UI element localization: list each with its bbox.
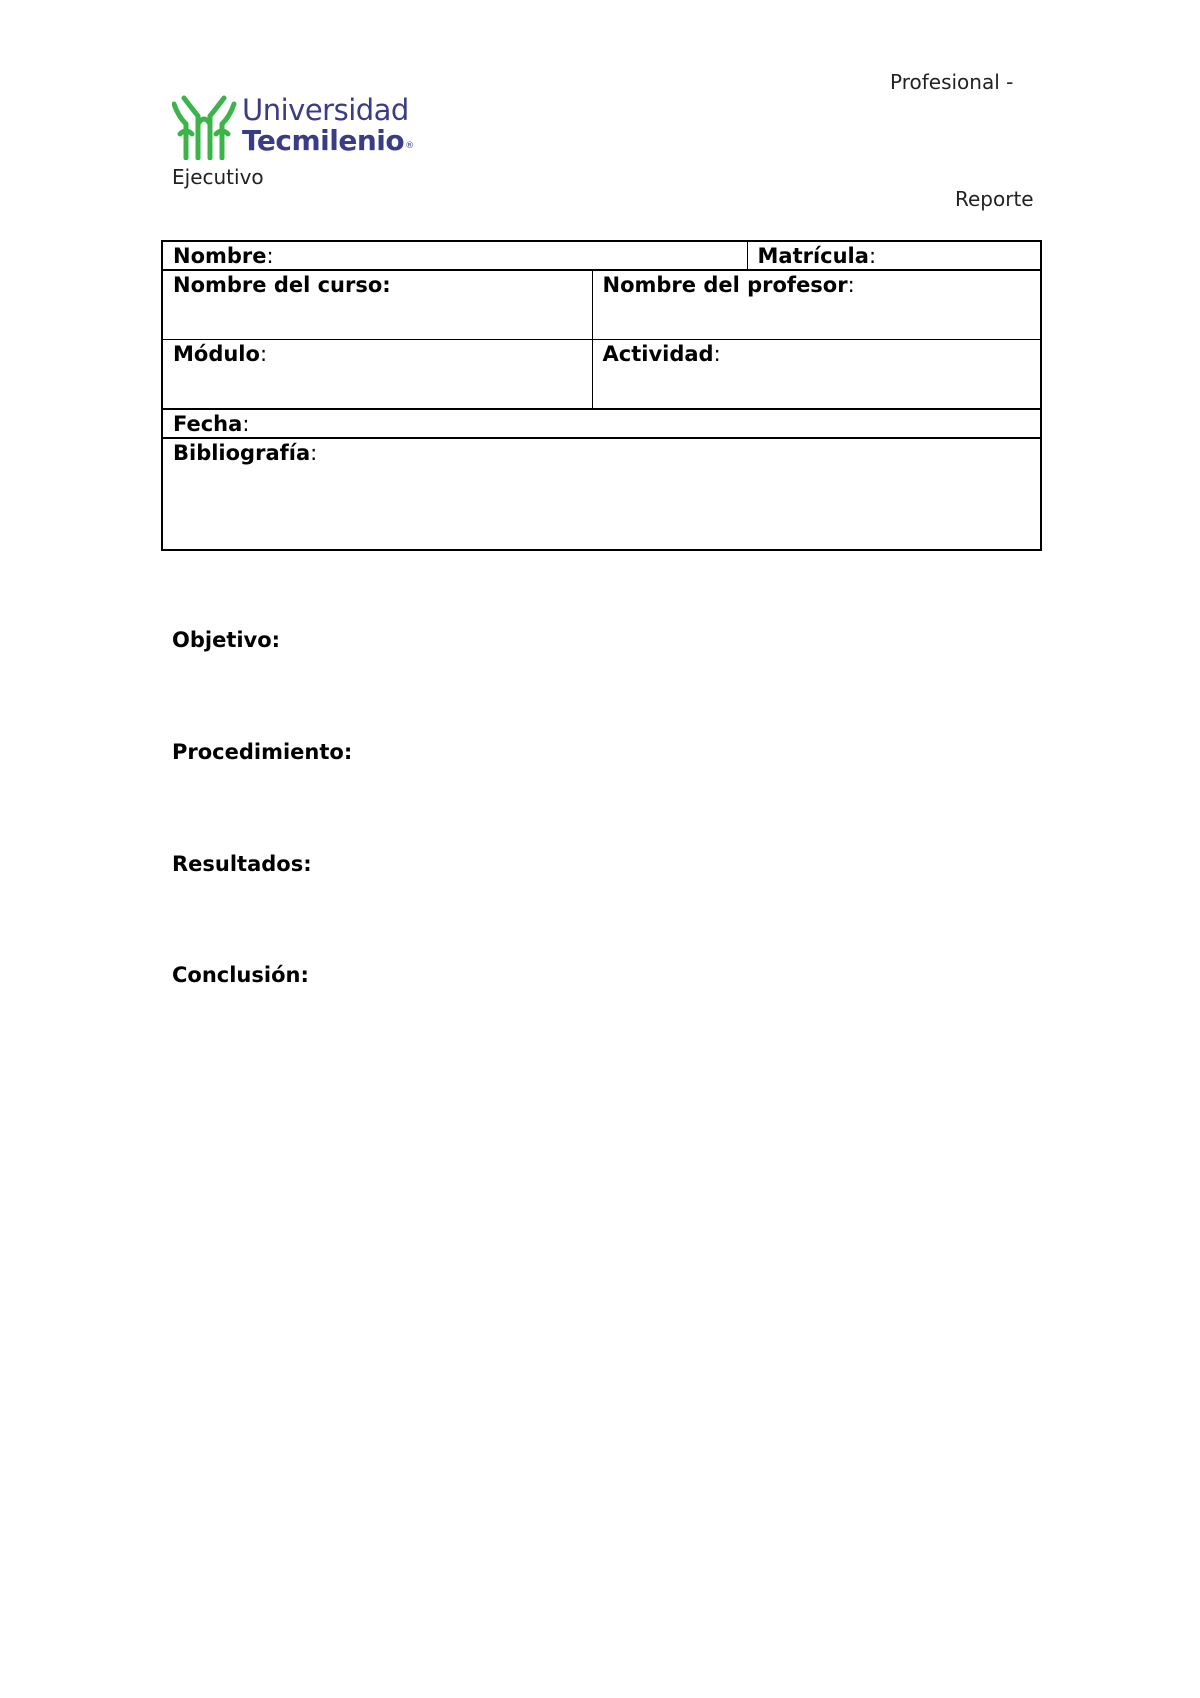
- row-modulo-actividad: [162, 340, 1041, 410]
- section-procedimiento: Procedimiento:: [172, 740, 353, 764]
- label-bibliografia: Bibliografía: [173, 441, 311, 465]
- field-nombre-curso[interactable]: [162, 270, 592, 340]
- label-nombre-profesor: Nombre del profesor: [602, 273, 848, 297]
- row-fecha: [162, 409, 1041, 438]
- section-conclusion: Conclusión:: [172, 963, 309, 987]
- university-logo: [172, 94, 412, 164]
- header-profesional: Profesional -: [890, 70, 1014, 94]
- field-nombre[interactable]: Nombre:: [162, 241, 747, 270]
- field-nombre-profesor[interactable]: Nombre del profesor:: [592, 270, 1041, 340]
- field-matricula[interactable]: Matrícula:: [747, 241, 1041, 270]
- label-matricula: Matrícula: [757, 244, 869, 268]
- field-actividad[interactable]: Actividad:: [592, 340, 1041, 410]
- label-fecha: Fecha: [173, 412, 243, 436]
- section-resultados: Resultados:: [172, 852, 312, 876]
- label-nombre: Nombre: [173, 244, 267, 268]
- label-actividad: Actividad: [602, 342, 714, 366]
- row-nombre: [162, 241, 1041, 270]
- field-fecha[interactable]: Fecha:: [162, 409, 1041, 438]
- logo-fronds-icon: [172, 94, 238, 160]
- row-bibliografia: [162, 438, 1041, 550]
- row-curso-profesor: [162, 270, 1041, 340]
- field-bibliografia[interactable]: Bibliografía:: [162, 438, 1041, 550]
- student-info-table: [161, 240, 1042, 551]
- header-ejecutivo: Ejecutivo: [172, 165, 264, 189]
- registered-mark: ®: [405, 141, 414, 151]
- field-modulo[interactable]: Módulo:: [162, 340, 592, 410]
- header-reporte: Reporte: [955, 187, 1034, 211]
- label-modulo: Módulo: [173, 342, 260, 366]
- logo-line-tecmilenio: [242, 124, 414, 157]
- section-objetivo: Objetivo:: [172, 628, 281, 652]
- logo-wordmark: [242, 93, 414, 157]
- logo-brand-name: Tecmilenio: [242, 124, 405, 157]
- logo-line-universidad: Universidad: [242, 93, 409, 127]
- label-nombre-curso: Nombre del curso:: [173, 273, 391, 297]
